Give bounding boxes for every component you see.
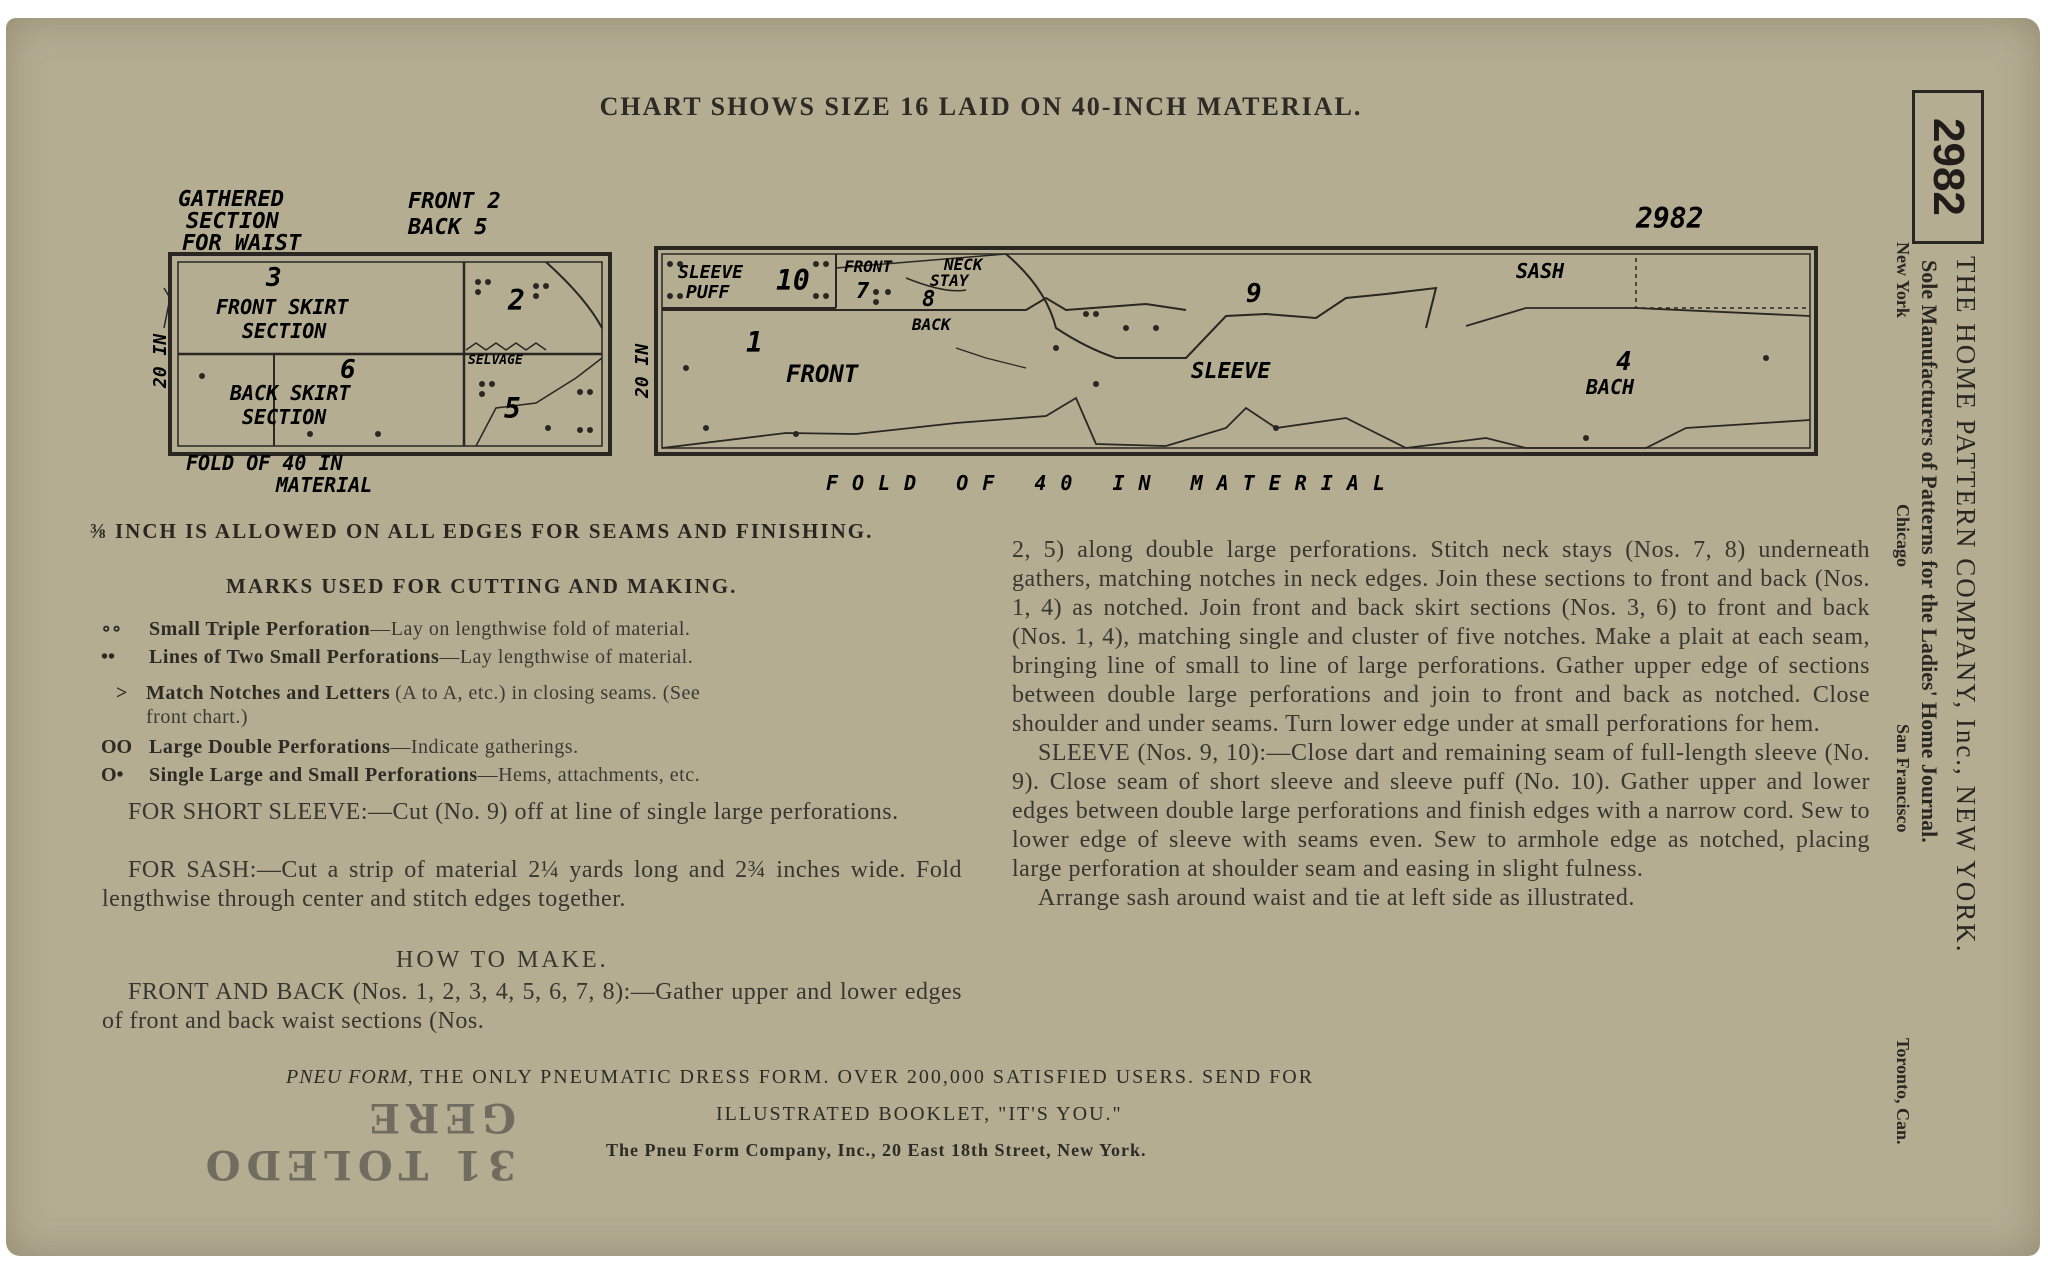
short-sleeve-instruction: FOR SHORT SLEEVE:—Cut (No. 9) off at line of single large perforations.: [128, 799, 899, 825]
triple-perforation-icon: ∘∘: [101, 618, 122, 640]
svg-text:NECK: NECK: [944, 255, 983, 274]
left-cutting-chart: [150, 178, 626, 498]
front-and-back-instruction: FRONT AND BACK (Nos. 1, 2, 3, 4, 5, 6, 7, 8):—Gather upper and lower edges of front and back waist sections (Nos.: [102, 979, 962, 1034]
label-back-skirt-2: SECTION: [242, 405, 327, 429]
pattern-number-box: 2982: [1912, 90, 1984, 244]
large-double-perforation-icon: OO: [101, 736, 133, 758]
label-front-back: [407, 189, 501, 240]
sash-instruction: FOR SASH:—Cut a strip of material 2¼ yards long and 2¾ inches wide. Fold lengthwise through center and stitch edges together.: [102, 857, 962, 912]
two-perforation-icon: ••: [101, 646, 116, 668]
svg-text:FOR WAIST: FOR WAIST: [182, 231, 302, 256]
piece-number-6: 6: [340, 355, 356, 385]
svg-text:FRONT 2: FRONT 2: [408, 189, 501, 214]
piece-number-2: 2: [508, 284, 525, 317]
chart-title: CHART SHOWS SIZE 16 LAID ON 40-INCH MATERIAL.: [599, 92, 1363, 121]
label-width-right: 20 IN: [632, 343, 653, 398]
label-fold-right: FOLD OF 40 IN MATERIAL: [826, 471, 1399, 495]
svg-text:STAY: STAY: [930, 271, 969, 290]
postal-stamp: 31 TOLEDO GERE: [199, 1094, 516, 1188]
city-san-francisco: San Francisco: [1893, 724, 1913, 833]
svg-text:SECTION: SECTION: [186, 209, 279, 234]
how-to-make-heading: HOW TO MAKE.: [396, 947, 609, 973]
right-paragraph-1: 2, 5) along double large perforations. Stitch neck stays (Nos. 7, 8) underneath gathers, matching notches in neck edges. Join these sections to front and back (Nos. 1, 4) as notched. Join front and back skirt sections (Nos. 3, 6) to front and back (Nos. 1, 4), matching single and cluster of five notches. Make a plait at each seam, bringing line of small to line of large perforations. Gather upper edge of sections between double large perforations and join to front and back as notched. Close shoulder and under seams. Turn lower edge under at small perforations for hem.: [1012, 537, 1870, 737]
mark-notches: > Match Notches and Letters (A to A, etc.) in closing seams. (See: [116, 682, 701, 704]
piece-number-5: 5: [504, 392, 521, 425]
advert-brand: PNEU FORM,: [286, 1066, 414, 1088]
label-sash: SASH: [1516, 259, 1565, 283]
label-sleeve-puff: [678, 262, 743, 303]
label-back-small: BACK: [912, 315, 951, 334]
advert-line-2: ILLUSTRATED BOOKLET, "IT'S YOU.": [716, 1103, 1123, 1125]
marks-heading: MARKS USED FOR CUTTING AND MAKING.: [226, 574, 738, 598]
piece-number-1: 1: [746, 326, 763, 359]
label-front-skirt-2: SECTION: [242, 319, 327, 343]
company-name: THE HOME PATTERN COMPANY, Inc., NEW YORK.: [1951, 256, 1981, 954]
city-toronto: Toronto, Can.: [1893, 1038, 1913, 1145]
svg-text:GATHERED: GATHERED: [178, 187, 284, 212]
svg-text:SLEEVE: SLEEVE: [678, 262, 744, 283]
advert-address: The Pneu Form Company, Inc., 20 East 18th Street, New York.: [606, 1140, 1147, 1160]
piece-number-10: 10: [776, 264, 810, 297]
mark-large-double: OO Large Double Perforations—Indicate gatherings.: [101, 736, 579, 758]
label-sleeve: SLEEVE: [1191, 359, 1271, 384]
piece-number-3: 3: [266, 263, 282, 293]
seams-note: ⅜ INCH IS ALLOWED ON ALL EDGES FOR SEAMS AND FINISHING.: [90, 519, 874, 543]
single-perforation-icon: O•: [101, 764, 124, 786]
piece-number-9: 9: [1246, 279, 1262, 309]
mark-lines-two: •• Lines of Two Small Perforations—Lay lengthwise of material.: [101, 646, 694, 668]
company-subtitle: Sole Manufacturers of Patterns for the Ladies' Home Journal.: [1917, 260, 1942, 843]
mark-small-triple: ∘∘ Small Triple Perforation—Lay on lengthwise fold of material.: [101, 618, 691, 640]
city-chicago: Chicago: [1893, 504, 1913, 567]
advert-line-1: PNEU FORM, THE ONLY PNEUMATIC DRESS FORM. OVER 200,000 SATISFIED USERS. SEND FOR: [286, 1066, 1315, 1088]
right-paragraph-3: Arrange sash around waist and tie at left side as illustrated.: [1038, 885, 1635, 911]
right-cutting-chart: [626, 198, 1836, 498]
city-new-york: New York: [1893, 242, 1913, 318]
label-back: BACH: [1586, 375, 1635, 399]
label-gathered-section: [178, 187, 302, 256]
label-width-left: 20 IN: [150, 333, 171, 388]
pattern-envelope: [6, 18, 2040, 1256]
mark-single-large-small: O• Single Large and Small Perforations—Hems, attachments, etc.: [101, 764, 701, 786]
label-front-skirt-1: FRONT SKIRT: [216, 295, 349, 319]
chart-pattern-number: 2982: [1636, 202, 1704, 235]
piece-number-7: 7: [856, 279, 870, 304]
svg-text:BACK 5: BACK 5: [408, 215, 488, 240]
notch-icon: >: [116, 682, 128, 704]
svg-text:PUFF: PUFF: [686, 282, 730, 303]
label-selvage: SELVAGE: [468, 353, 523, 368]
piece-number-8: 8: [922, 287, 936, 312]
label-fold-left-1: FOLD OF 40 IN: [186, 451, 343, 475]
label-back-skirt-1: BACK SKIRT: [230, 381, 351, 405]
label-front: FRONT: [786, 360, 859, 388]
label-fold-left-2: MATERIAL: [276, 473, 373, 497]
label-front-small: FRONT: [844, 257, 893, 276]
piece-number-4: 4: [1616, 347, 1632, 377]
mark-notches-cont: front chart.): [146, 706, 249, 728]
right-instructions: [1012, 536, 1870, 913]
right-paragraph-2: SLEEVE (Nos. 9, 10):—Close dart and remaining seam of full-length sleeve (No. 9). Close seam of short sleeve and sleeve puff (No. 10). Gather upper and lower edges between double large perforations and finish edges with a narrow cord. Sew to lower edge of sleeve with seams even. Sew to armhole edge as notched, placing large perforation at shoulder seam and easing in slight fulness.: [1012, 740, 1870, 882]
